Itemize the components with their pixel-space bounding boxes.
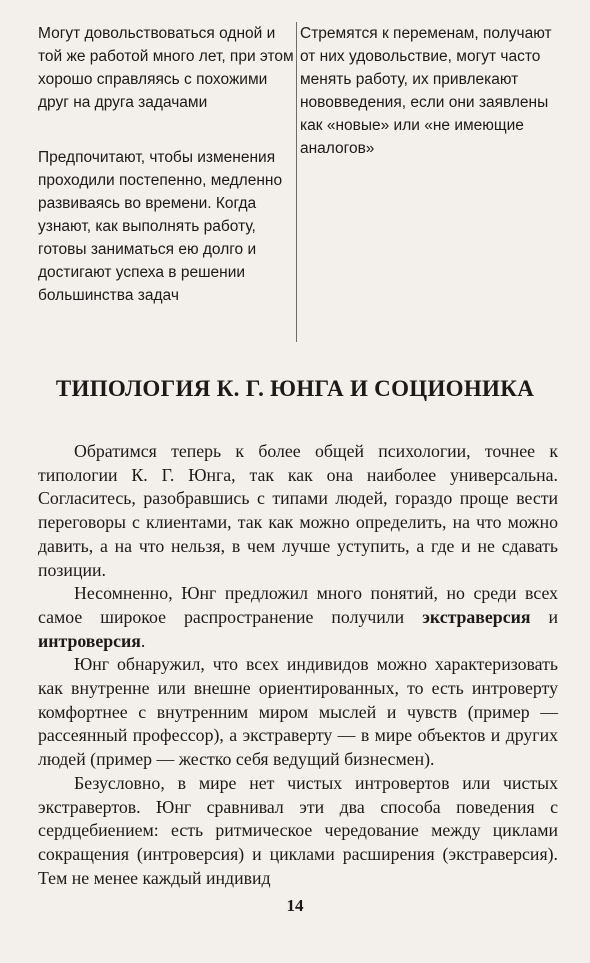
term-introversion: интроверсия [38, 630, 141, 651]
body-text [38, 440, 558, 890]
section-title: ТИПОЛОГИЯ К. Г. ЮНГА И СОЦИОНИКА [55, 376, 535, 401]
table-cell: Могут довольствоваться одной и той же работой много лет, при этом хорошо справляясь с похожими друг на друга задачами [38, 25, 294, 111]
paragraph: Юнг обнаружил, что всех индивидов можно характеризовать как внутренне или внешне ориентированных, то есть интроверту комфортнее с внутренним миром мыслей и чувств (пример — рассеянный профессор), а экстраверту — в мире объектов и других людей (пример — жестко себя ведущий бизнесмен). [38, 654, 558, 770]
text-span: и [530, 606, 558, 627]
text-span: Несомненно, Юнг предложил много понятий, но среди всех самое широкое распространение получили [38, 583, 558, 627]
term-extraversion: экстраверсия [422, 606, 531, 627]
text-span: . [140, 630, 146, 651]
table-cell: Предпочитают, чтобы изменения проходили постепенно, медленно развиваясь во времени. Когда узнают, как выполнять работу, готовы заниматься ею долго и достигают успеха в решении большинства задач [38, 149, 283, 304]
table-cell: Стремятся к переменам, получают от них удовольствие, могут часто менять работу, их привлекают нововведения, если они заявлены как «новые» или «не имеющие аналогов» [300, 25, 552, 157]
table-right-column [300, 22, 558, 160]
column-divider [296, 22, 297, 342]
page-number: 14 [286, 896, 304, 915]
paragraph: Безусловно, в мире нет чистых интровертов или чистых экстравертов. Юнг сравнивал эти два способа поведения с сердцебиением: есть ритмическое чередование между циклами сокращения (интроверсия) и циклами расширения (экстраверсия). Тем не менее каждый индивид [38, 772, 558, 888]
paragraph [38, 582, 558, 653]
paragraph: Обратимся теперь к более общей психологии, точнее к типологии К. Г. Юнга, так как она наиболее универсальна. Согласитесь, разобравшись с типами людей, гораздо проще вести переговоры с клиентами, так как можно определить, на что можно давить, а на что нельзя, в чем лучше уступить, а где и не сдавать позиции. [38, 441, 558, 580]
comparison-table [38, 22, 558, 342]
table-left-column [38, 22, 296, 307]
